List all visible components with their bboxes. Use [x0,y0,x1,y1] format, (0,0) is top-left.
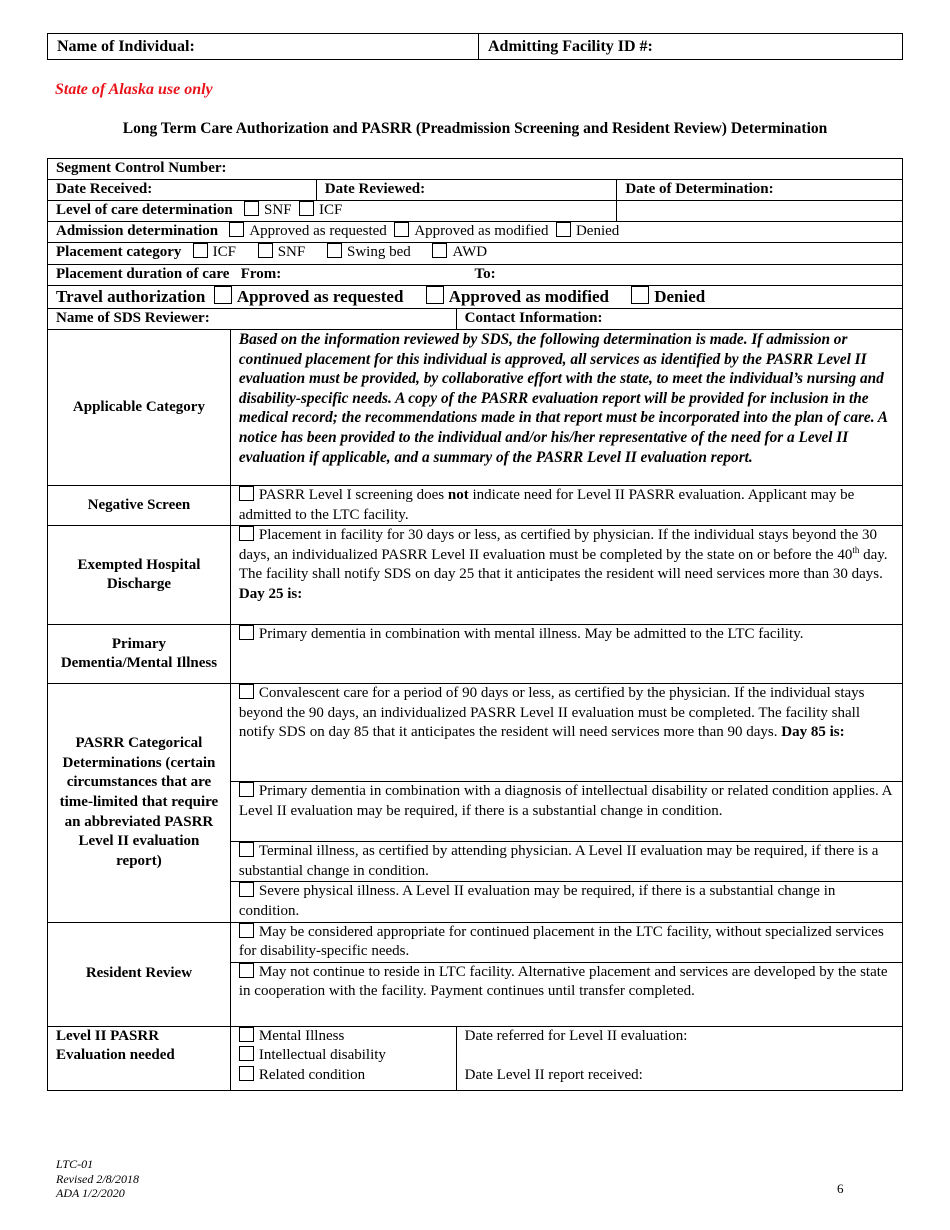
applicable-category-row [48,330,903,486]
state-use-only-note: State of Alaska use only [55,81,213,98]
placement-duration-field[interactable]: Placement duration of care From: To: [48,265,903,286]
name-of-individual-field[interactable]: Name of Individual: [48,34,479,60]
date-received-field[interactable]: Date Received: [48,180,317,201]
placement-swing-bed-checkbox[interactable] [327,243,342,258]
date-report-received-field[interactable]: Date Level II report received: [464,1066,643,1083]
admission-row: Admission determination Approved as requested Approved as modified Denied [48,222,903,243]
level-of-care-blank [617,201,903,222]
exempted-hospital-discharge-row: Exempted Hospital Discharge Placement in facility for 30 days or less, as certified by physician. If the individual stays beyond the 30 days, an individualized PASRR Level II evaluation must be completed by the state on or before the 40th day. The facility shall notify SDS on day 25 that it anticipates the resident will need services more than 30 days. Day 25 is: [48,526,903,625]
travel-authorization-label: Travel authorization [56,287,206,306]
primary-dementia-label: Primary Dementia/Mental Illness [48,625,231,684]
form-id: LTC-01 [56,1157,94,1171]
related-condition-checkbox[interactable] [239,1066,254,1081]
icf-checkbox[interactable] [299,201,314,216]
date-reviewed-field[interactable]: Date Reviewed: [316,180,617,201]
resident-review-label: Resident Review [48,922,231,1026]
segment-control-field[interactable]: Segment Control Number: [48,159,903,180]
applicable-category-text: Based on the information reviewed by SDS, the following determination is made. If admission or continued placement for this individual is approved, all services as identified by the PASRR Level II evaluation must be provided, by collaborative effort with the state, to meet the individual’s nursing and disability-specific needs. A copy of the PASRR evaluation report will be provided for inclusion in the medical record; the recommendations made in that report must be incorporated into the plan of care. A notice has been provided to the individual and/or his/her representative of the need for a Level II evaluation if applicable, and a summary of the PASRR Level II evaluation report. [230,330,902,486]
travel-approved-modified-checkbox[interactable] [426,286,444,304]
negative-screen-row: Negative Screen PASRR Level I screening does not indicate need for Level II PASRR evaluation. Applicant may be admitted to the LTC facility. [48,486,903,526]
day-25-label: Day 25 is: [238,585,303,602]
exempted-hospital-discharge-label: Exempted Hospital Discharge [48,526,231,625]
dates-row [48,180,903,201]
contact-information-field[interactable]: Contact Information: [456,309,902,330]
admitting-facility-id-field[interactable]: Admitting Facility ID #: [479,34,903,60]
form-title: Long Term Care Authorization and PASRR (Preadmission Screening and Resident Review) Determination [122,120,828,137]
admission-approved-modified-checkbox[interactable] [394,222,409,237]
travel-approved-requested-checkbox[interactable] [214,286,232,304]
negative-screen-checkbox[interactable] [239,486,254,501]
primary-dementia-checkbox[interactable] [239,625,254,640]
reviewer-row [48,309,903,330]
level-ii-evaluation-label: Level II PASRR Evaluation needed [48,1026,231,1090]
individual-info-table [47,33,903,60]
admission-approved-requested-checkbox[interactable] [229,222,244,237]
categorical-options-table: Convalescent care for a period of 90 days or less, as certified by the physician. If the individual stays beyond the 90 days, an individualized PASRR Level II evaluation must be completed. The facility shall notify SDS on day 85 that it anticipates the resident will need services more than 90 days. Day 85 is: Primary dementia in combination with a diagnosis of intellectual disability or related condition applies. A Level II evaluation may be required, if there is a substantial change in condition. Terminal illness, as certified by attending physician. A Level II evaluation may be required, if there is a substantial change in condition. Severe physical illness. A Level II evaluation may be required, if there is a substantial change in condition. [231,684,902,921]
placement-category-label: Placement category [56,244,182,260]
placement-awd-checkbox[interactable] [432,243,447,258]
snf-checkbox[interactable] [244,201,259,216]
intellectual-disability-checkbox[interactable] [239,1046,254,1061]
resident-review-row [48,922,903,1026]
may-continue-checkbox[interactable] [239,923,254,938]
mental-illness-checkbox[interactable] [239,1027,254,1042]
segment-control-row [48,159,903,180]
terminal-illness-checkbox[interactable] [239,842,254,857]
form-footer [56,1157,139,1201]
travel-denied-checkbox[interactable] [631,286,649,304]
exempted-discharge-checkbox[interactable] [239,526,254,541]
convalescent-care-checkbox[interactable] [239,684,254,699]
revised-date: Revised 2/8/2018 [56,1171,139,1186]
date-referred-field[interactable]: Date referred for Level II evaluation: [464,1027,688,1044]
placement-duration-row [48,265,903,286]
dementia-intellectual-checkbox[interactable] [239,782,254,797]
may-not-continue-checkbox[interactable] [239,963,254,978]
severe-physical-illness-checkbox[interactable] [239,882,254,897]
travel-authorization-row: Travel authorization Approved as requested Approved as modified Denied [48,286,903,309]
day-85-label: Day 85 is: [781,724,845,741]
sds-reviewer-name-field[interactable]: Name of SDS Reviewer: [48,309,457,330]
page-number: 6 [837,1181,844,1196]
admission-denied-checkbox[interactable] [556,222,571,237]
placement-snf-checkbox[interactable] [258,243,273,258]
ada-date: ADA 1/2/2020 [56,1186,125,1200]
level-ii-evaluation-row: Level II PASRR Evaluation needed Mental Illness Intellectual disability Related condition Date referred for Level II evaluation: Date Level II report received: [48,1026,903,1090]
determination-table [47,158,903,1091]
placement-icf-checkbox[interactable] [193,243,208,258]
categorical-determinations-row [48,684,903,922]
admission-label: Admission determination [56,223,219,239]
categorical-determinations-label: PASRR Categorical Determinations (certain circumstances that are time-limited that require an abbreviated PASRR Level II evaluation report) [48,684,231,922]
applicable-category-label: Applicable Category [48,330,231,486]
resident-review-options-table: May be considered appropriate for continued placement in the LTC facility, without specialized services for disability-specific needs. May not continue to reside in LTC facility. Alternative placement and services are developed by the state in cooperation with the facility. Payment continues until transfer completed. [231,923,902,1026]
primary-dementia-row: Primary Dementia/Mental Illness Primary dementia in combination with mental illness. May be admitted to the LTC facility. [48,625,903,684]
date-of-determination-field[interactable]: Date of Determination: [617,180,903,201]
placement-category-row: Placement category ICF SNF Swing bed AWD [48,243,903,265]
level-of-care-row: Level of care determination SNF ICF [48,201,903,222]
negative-screen-label: Negative Screen [48,486,231,526]
level-of-care-label: Level of care determination [56,202,233,218]
